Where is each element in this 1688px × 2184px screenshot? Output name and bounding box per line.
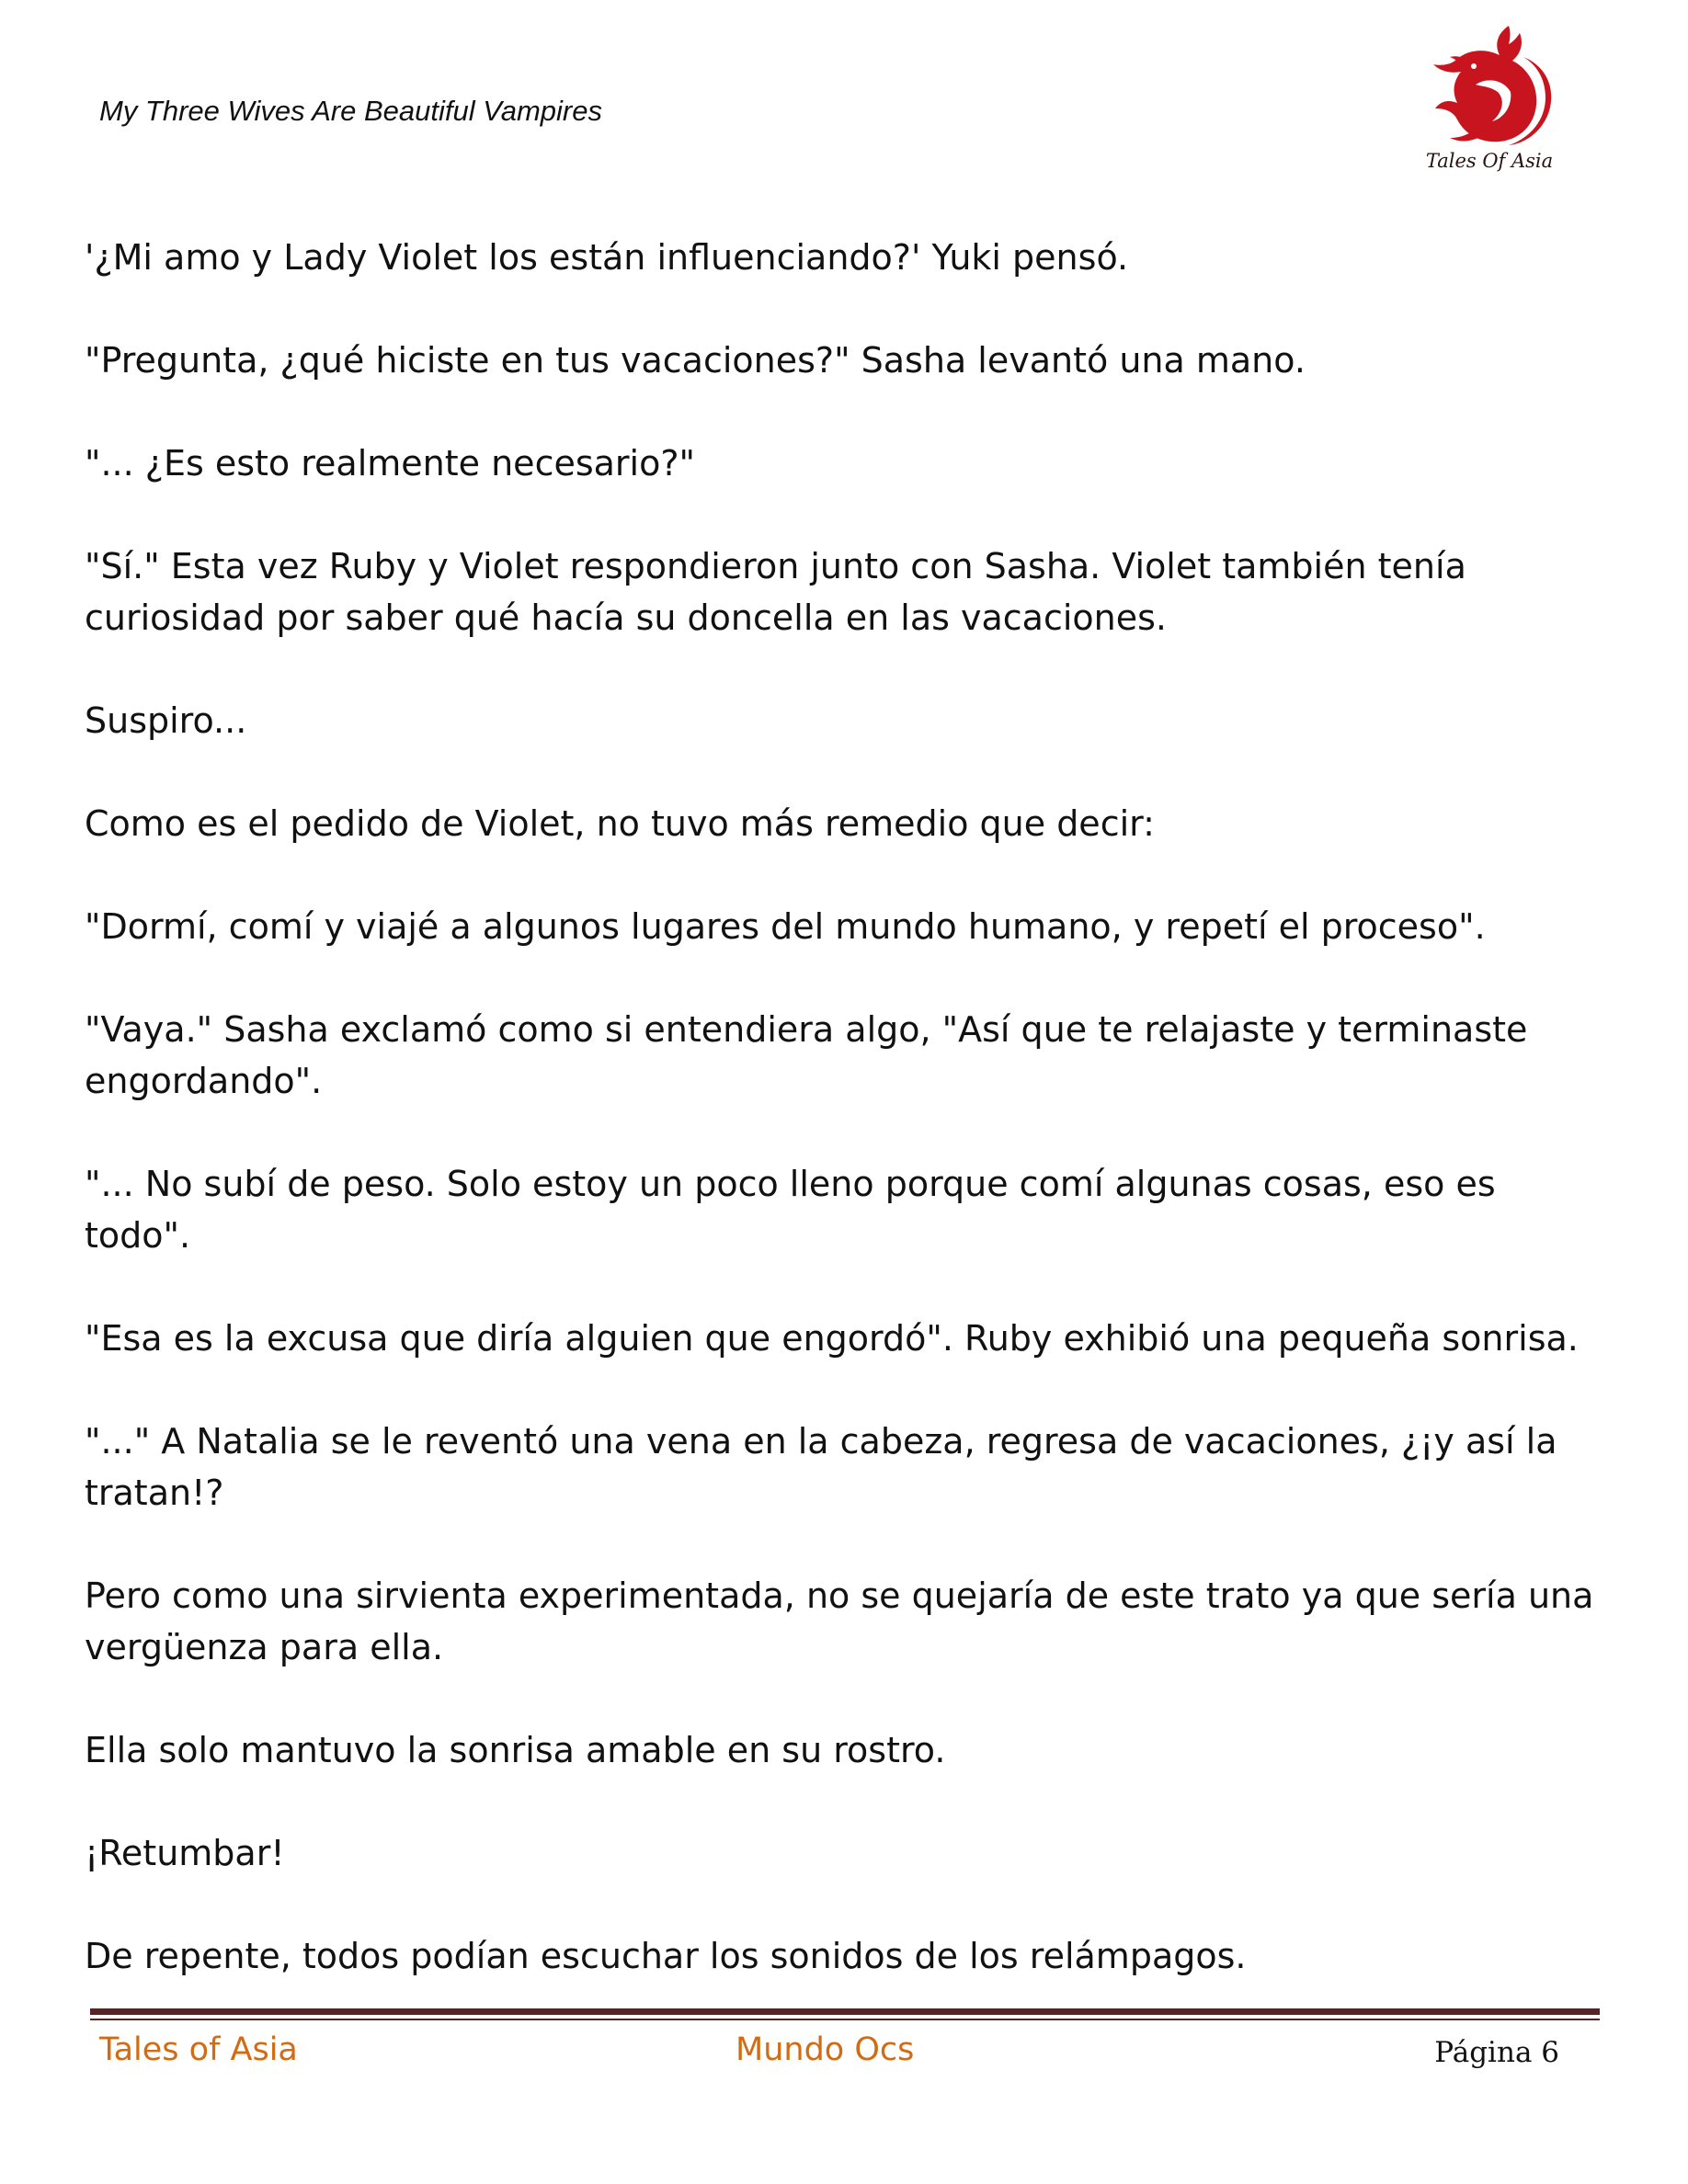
paragraph: "..." A Natalia se le reventó una vena en la cabeza, regresa de vacaciones, ¿¡y así la tratan!?	[85, 1421, 1557, 1513]
paragraph: ¡Retumbar!	[85, 1833, 285, 1873]
paragraph: "Sí." Esta vez Ruby y Violet respondieron junto con Sasha. Violet también tenía curiosidad por saber qué hacía su doncella en las vacaciones.	[85, 546, 1466, 638]
paragraph: "Esa es la excusa que diría alguien que engordó". Ruby exhibió una pequeña sonrisa.	[85, 1318, 1579, 1359]
logo-text: Tales Of Asia	[1425, 150, 1554, 172]
paragraph: "... No subí de peso. Solo estoy un poco lleno porque comí algunas cosas, eso es todo".	[85, 1164, 1496, 1256]
footer-divider-thin	[90, 2019, 1600, 2020]
page-number: Página 6	[1434, 2036, 1559, 2069]
chapter-body	[85, 232, 1611, 2013]
paragraph: Suspiro...	[85, 700, 247, 741]
footer-divider	[90, 2008, 1600, 2015]
tales-of-asia-logo	[1420, 20, 1558, 181]
header-title: My Three Wives Are Beautiful Vampires	[99, 95, 602, 127]
paragraph: "Dormí, comí y viajé a algunos lugares del mundo humano, y repetí el proceso".	[85, 906, 1486, 947]
paragraph: Ella solo mantuvo la sonrisa amable en su rostro.	[85, 1730, 946, 1770]
red-dragon-logo-icon	[1420, 20, 1558, 154]
paragraph: "Pregunta, ¿qué hiciste en tus vacaciones?" Sasha levantó una mano.	[85, 340, 1306, 381]
paragraph: '¿Mi amo y Lady Violet los están influenciando?' Yuki pensó.	[85, 237, 1129, 278]
paragraph: Como es el pedido de Violet, no tuvo más remedio que decir:	[85, 803, 1155, 844]
paragraph: De repente, todos podían escuchar los sonidos de los relámpagos.	[85, 1936, 1247, 1976]
paragraph: "... ¿Es esto realmente necesario?"	[85, 443, 695, 483]
footer-section-name: Mundo Ocs	[736, 2031, 915, 2068]
paragraph: Pero como una sirvienta experimentada, no se quejaría de este trato ya que sería una vergüenza para ella.	[85, 1575, 1594, 1667]
paragraph: "Vaya." Sasha exclamó como si entendiera algo, "Así que te relajaste y terminaste engordando".	[85, 1009, 1528, 1101]
footer-site-name: Tales of Asia	[99, 2031, 298, 2068]
